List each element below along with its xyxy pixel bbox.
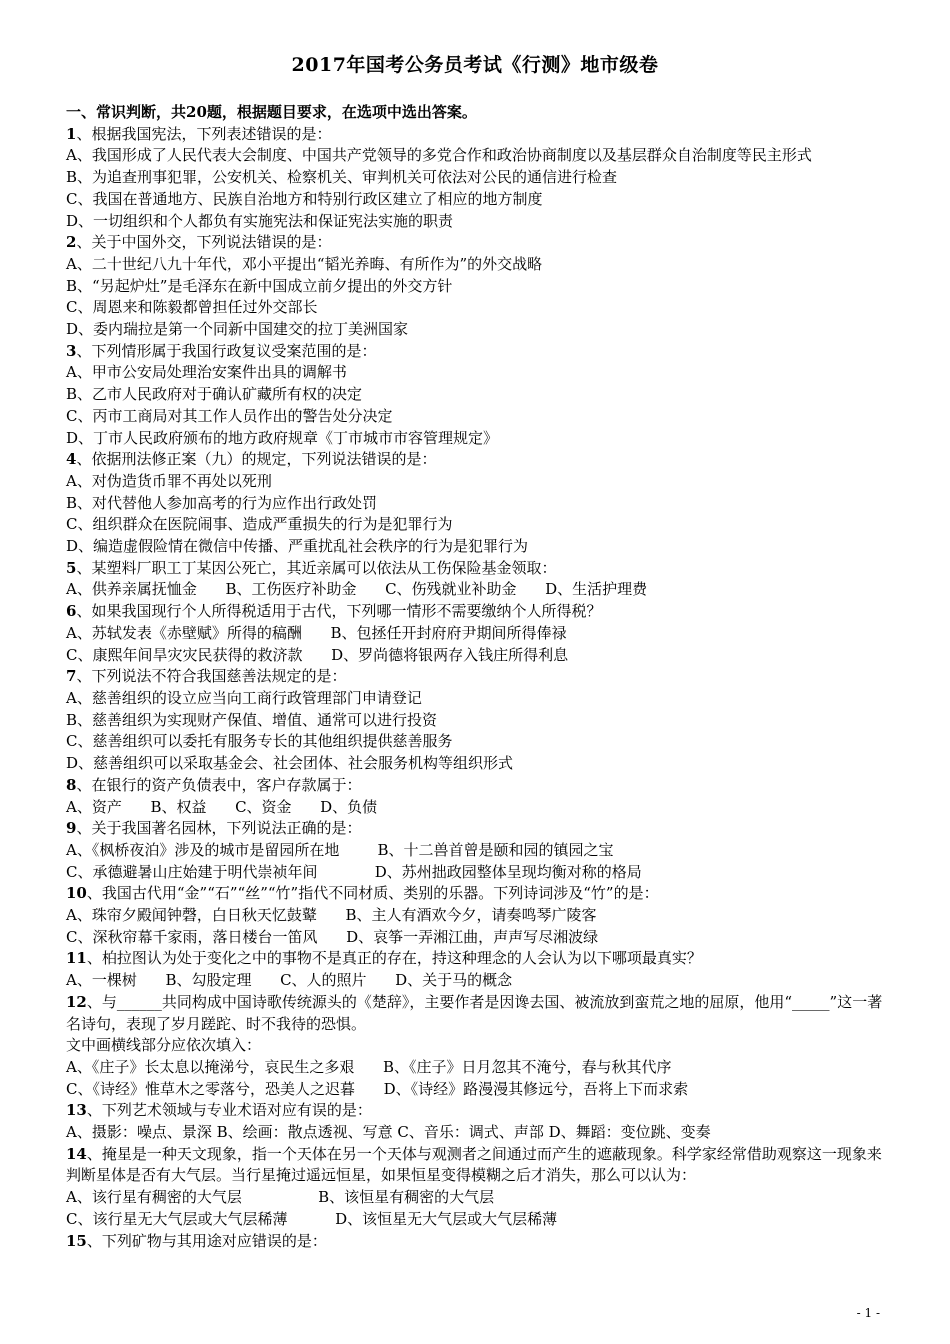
option-line: A、珠帘夕殿闻钟磬，白日秋天忆鼓鼙 B、主人有酒欢今夕，请奏鸣琴广陵客	[66, 906, 597, 925]
question-stem	[66, 818, 884, 840]
question-stem	[66, 883, 884, 905]
question-text: 、根据我国宪法，下列表述错误的是：	[76, 124, 332, 143]
option-line: B、乙市人民政府对于确认矿藏所有权的决定	[66, 385, 363, 404]
page-number: - 1 -	[856, 1306, 880, 1320]
option-line: A、我国形成了人民代表大会制度、中国共产党领导的多党合作和政治协商制度以及基层群众自治制度等民主形式	[66, 146, 812, 165]
option-line: C、周恩来和陈毅都曾担任过外交部长	[66, 298, 318, 317]
document-title: 2017年国考公务员考试《行测》地市级卷	[291, 54, 659, 76]
option-line: C、慈善组织可以委托有服务专长的其他组织提供慈善服务	[66, 732, 453, 751]
question-text: 、某塑料厂职工丁某因公死亡，其近亲属可以依法从工伤保险基金领取：	[76, 558, 557, 577]
question-number: 7	[66, 667, 77, 686]
question-stem	[66, 601, 884, 623]
option-line: B、对代替他人参加高考的行为应作出行政处罚	[66, 493, 378, 512]
question-number: 2	[66, 233, 77, 252]
option-line: A、慈善组织的设立应当向工商行政管理部门申请登记	[66, 688, 422, 707]
question-stem	[66, 341, 884, 363]
option-line: A、摄影：噪点、景深 B、绘画：散点透视、写意 C、音乐：调式、声部 D、舞蹈：变位跳、变奏	[66, 1123, 711, 1142]
option-line: B、为追查刑事犯罪，公安机关、检察机关、审判机关可依法对公民的通信进行检查	[66, 168, 618, 187]
option-line: C、该行星无大气层或大气层稀薄 D、该恒星无大气层或大气层稀薄	[66, 1209, 558, 1228]
option-line: C、深秋帘幕千家雨，落日楼台一笛风 D、哀筝一弄湘江曲，声声写尽湘波绿	[66, 927, 599, 946]
option-line: C、我国在普通地方、民族自治地方和特别行政区建立了相应的地方制度	[66, 189, 543, 208]
option-line: A、《庄子》长太息以掩涕兮，哀民生之多艰 B、《庄子》日月忽其不淹兮，春与秋其代序	[66, 1057, 672, 1076]
option-line: B、慈善组织为实现财产保值、增值、通常可以进行投资	[66, 710, 438, 729]
question-number: 1	[66, 124, 77, 143]
question-text: 、下列说法不符合我国慈善法规定的是：	[76, 667, 347, 686]
option-line: A、对伪造货币罪不再处以死刑	[66, 471, 272, 490]
question-stem	[66, 1231, 884, 1253]
question-text: 、关于中国外交，下列说法错误的是：	[76, 233, 332, 252]
question-text: 、在银行的资产负债表中，客户存款属于：	[76, 775, 362, 794]
question-text: 、依据刑法修正案（九）的规定，下列说法错误的是：	[76, 450, 437, 469]
question-number: 5	[66, 558, 77, 577]
question-text: 、掩星是一种天文现象，指一个天体在另一个天体与观测者之间通过而产生的遮蔽现象。科学家经常借助观察这一现象来判断星体是否有大气层。当行星掩过遥远恒星，如果恒星变得模糊之后才消失，那么可以认为：	[66, 1144, 882, 1185]
option-line: D、一切组织和个人都负有实施宪法和保证宪法实施的职责	[66, 211, 454, 230]
question-stem	[66, 1100, 884, 1122]
question-text: 、下列情形属于我国行政复议受案范围的是：	[76, 341, 377, 360]
question-text: 、与______共同构成中国诗歌传统源头的《楚辞》，主要作者是因谗去国、被流放到蛮荒之地的屈原，他用“_____”这一著名诗句，表现了岁月蹉跎、时不我待的恐惧。	[66, 992, 883, 1033]
option-line: A、资产 B、权益 C、资金 D、负债	[66, 797, 378, 816]
question-number: 8	[66, 775, 77, 794]
question-number: 15	[66, 1231, 87, 1250]
option-line: A、一棵树 B、勾股定理 C、人的照片 D、关于马的概念	[66, 971, 513, 990]
question-number: 9	[66, 819, 77, 838]
question-number: 12	[66, 992, 87, 1011]
option-line: D、委内瑞拉是第一个同新中国建交的拉丁美洲国家	[66, 320, 409, 339]
question-number: 6	[66, 602, 77, 621]
question-text: 、下列艺术领域与专业术语对应有误的是：	[86, 1101, 372, 1120]
question-text: 、下列矿物与其用途对应错误的是：	[86, 1231, 327, 1250]
question-stem	[66, 232, 884, 254]
question-number: 4	[66, 450, 77, 469]
section-heading: 一、常识判断，共20题，根据题目要求，在选项中选出答案。	[66, 103, 477, 121]
option-line: A、甲市公安局处理治安案件出具的调解书	[66, 363, 347, 382]
question-stem	[66, 992, 884, 1035]
option-line: D、慈善组织可以采取基金会、社会团体、社会服务机构等组织形式	[66, 754, 514, 773]
question-number: 14	[66, 1144, 87, 1163]
option-line: D、编造虚假险情在微信中传播、严重扰乱社会秩序的行为是犯罪行为	[66, 537, 529, 556]
option-line: C、康熙年间旱灾灾民获得的救济款 D、罗尚德将银两存入钱庄所得利息	[66, 645, 569, 664]
question-stem	[66, 558, 884, 580]
question-stem	[66, 124, 884, 146]
question-text: 、关于我国著名园林，下列说法正确的是：	[76, 819, 362, 838]
option-line: D、丁市人民政府颁布的地方政府规章《丁市城市市容管理规定》	[66, 428, 499, 447]
question-number: 11	[66, 949, 87, 968]
question-text: 、如果我国现行个人所得税适用于古代，下列哪一情形不需要缴纳个人所得税？	[76, 602, 602, 621]
option-line: C、承德避暑山庄始建于明代崇祯年间 D、苏州拙政园整体呈现均衡对称的格局	[66, 862, 642, 881]
option-line: A、供养亲属抚恤金 B、工伤医疗补助金 C、伤残就业补助金 D、生活护理费	[66, 580, 648, 599]
question-number: 10	[66, 884, 87, 903]
question-stem	[66, 666, 884, 688]
option-line: C、丙市工商局对其工作人员作出的警告处分决定	[66, 406, 393, 425]
option-line: A、《枫桥夜泊》涉及的城市是留园所在地 B、十二兽首曾是颐和园的镇园之宝	[66, 840, 614, 859]
question-number: 13	[66, 1101, 87, 1120]
option-line: B、“另起炉灶”是毛泽东在新中国成立前夕提出的外交方针	[66, 276, 453, 295]
option-line: A、二十世纪八九十年代，邓小平提出“韬光养晦、有所作为”的外交战略	[66, 254, 543, 273]
question-stem	[66, 948, 884, 970]
option-line: C、组织群众在医院闹事、造成严重损失的行为是犯罪行为	[66, 515, 453, 534]
question-stem	[66, 1144, 884, 1187]
document-body	[66, 102, 884, 1252]
question-text: 、柏拉图认为处于变化之中的事物不是真正的存在，持这种理念的人会认为以下哪项最真实？	[86, 949, 702, 968]
question-text: 、我国古代用“金”“石”“丝”“竹”指代不同材质、类别的乐器。下列诗词涉及“竹”的是：	[86, 884, 659, 903]
question-stem	[66, 449, 884, 471]
option-line: 文中画横线部分应依次填入：	[66, 1036, 262, 1055]
question-number: 3	[66, 341, 77, 360]
option-line: A、苏轼发表《赤壁赋》所得的稿酬 B、包拯任开封府府尹期间所得俸禄	[66, 623, 567, 642]
question-stem	[66, 775, 884, 797]
option-line: A、该行星有稠密的大气层 B、该恒星有稠密的大气层	[66, 1188, 495, 1207]
option-line: C、《诗经》惟草木之零落兮，恐美人之迟暮 D、《诗经》路漫漫其修远兮，吾将上下而求索	[66, 1079, 689, 1098]
